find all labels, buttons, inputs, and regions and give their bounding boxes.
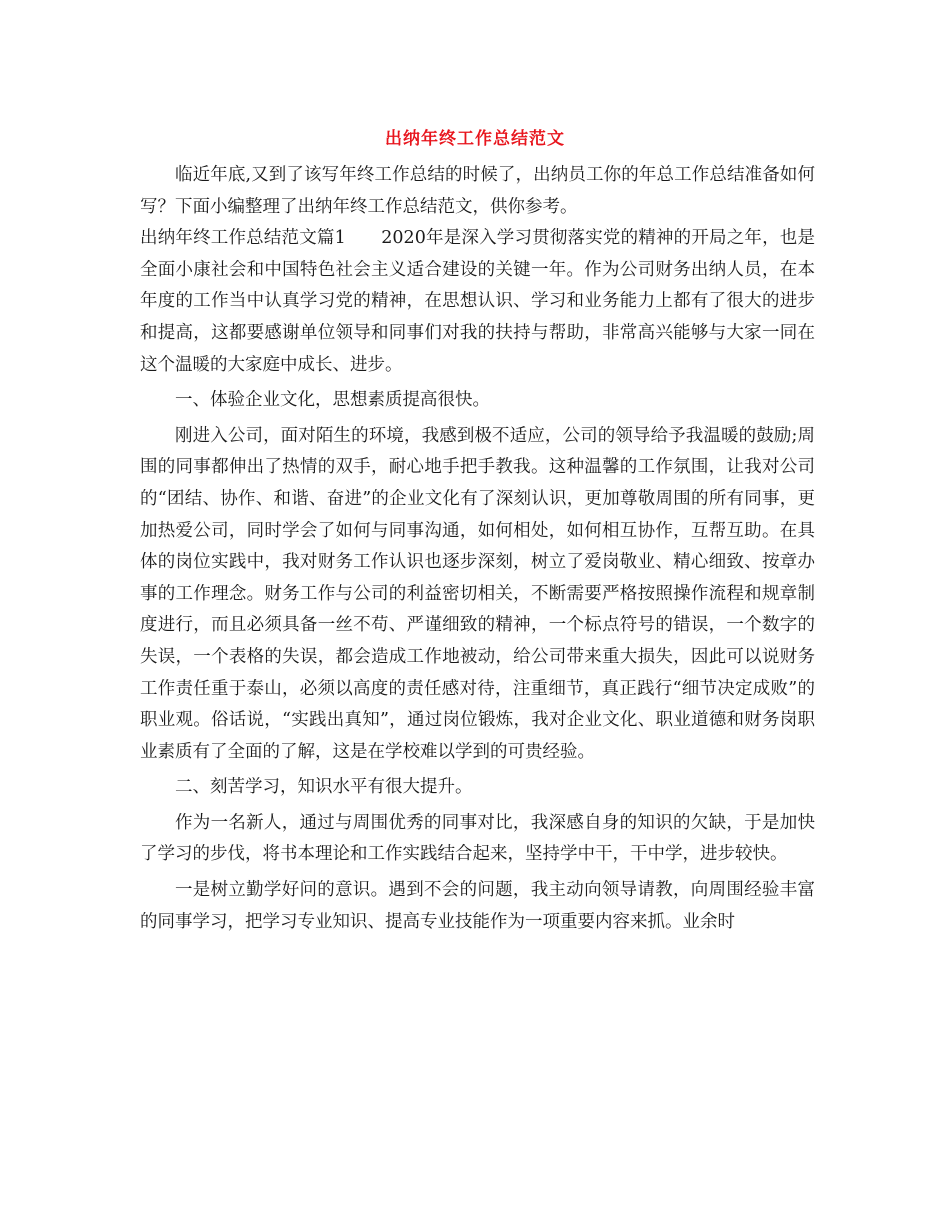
document-title: 出纳年终工作总结范文 bbox=[385, 129, 565, 149]
paragraph-intro: 临近年底,又到了该写年终工作总结的时候了，出纳员工你的年总工作总结准备如何写？下面小编整理了出纳年终工作总结范文，供你参考。 bbox=[140, 165, 815, 217]
paragraph-section-1-opening: 出纳年终工作总结范文篇1 2020年是深入学习贯彻落实党的精神的开局之年，也是全面小康社会和中国特色社会主义适合建设的关键一年。作为公司财务出纳人员，在本年度的工作当中认真学习党的精神，在思想认识、学习和业务能力上都有了很大的进步和提高，这都要感谢单位领导和同事们对我的扶持与帮助，非常高兴能够与大家一同在这个温暖的大家庭中成长、进步。 bbox=[140, 228, 815, 375]
paragraph-study-attitude: 一是树立勤学好问的意识。遇到不会的问题，我主动向领导请教，向周围经验丰富的同事学习，把学习专业知识、提高专业技能作为一项重要内容来抓。业余时 bbox=[140, 880, 815, 932]
heading-experience-culture: 一、体验企业文化，思想素质提高很快。 bbox=[175, 390, 490, 411]
document-body bbox=[140, 160, 815, 938]
paragraph-experience-culture: 刚进入公司，面对陌生的环境，我感到极不适应，公司的领导给予我温暖的鼓励;周围的同事都伸出了热情的双手，耐心地手把手教我。这种温馨的工作氛围，让我对公司的“团结、协作、和谐、奋进”的企业文化有了深刻认识，更加尊敬周围的所有同事，更加热爱公司，同时学会了如何与同事沟通，如何相处，如何相互协作，互帮互助。在具体的岗位实践中，我对财务工作认识也逐步深刻，树立了爱岗敬业、精心细致、按章办事的工作理念。财务工作与公司的利益密切相关，不断需要严格按照操作流程和规章制度进行，而且必须具备一丝不苟、严谨细致的精神，一个标点符号的错误，一个数字的失误，一个表格的失误，都会造成工作地被动，给公司带来重大损失，因此可以说财务工作责任重于泰山，必须以高度的责任感对待，注重细节，真正践行“细节决定成败”的职业观。俗话说，“实践出真知”，通过岗位锻炼，我对企业文化、职业道德和财务岗职业素质有了全面的了解，这是在学校难以学到的可贵经验。 bbox=[140, 425, 815, 762]
paragraph-study-hard: 作为一名新人，通过与周围优秀的同事对比，我深感自身的知识的欠缺，于是加快了学习的步伐，将书本理论和工作实践结合起来，坚持学中干，干中学，进步较快。 bbox=[140, 812, 815, 865]
heading-study-hard: 二、刻苦学习，知识水平有很大提升。 bbox=[175, 777, 473, 798]
